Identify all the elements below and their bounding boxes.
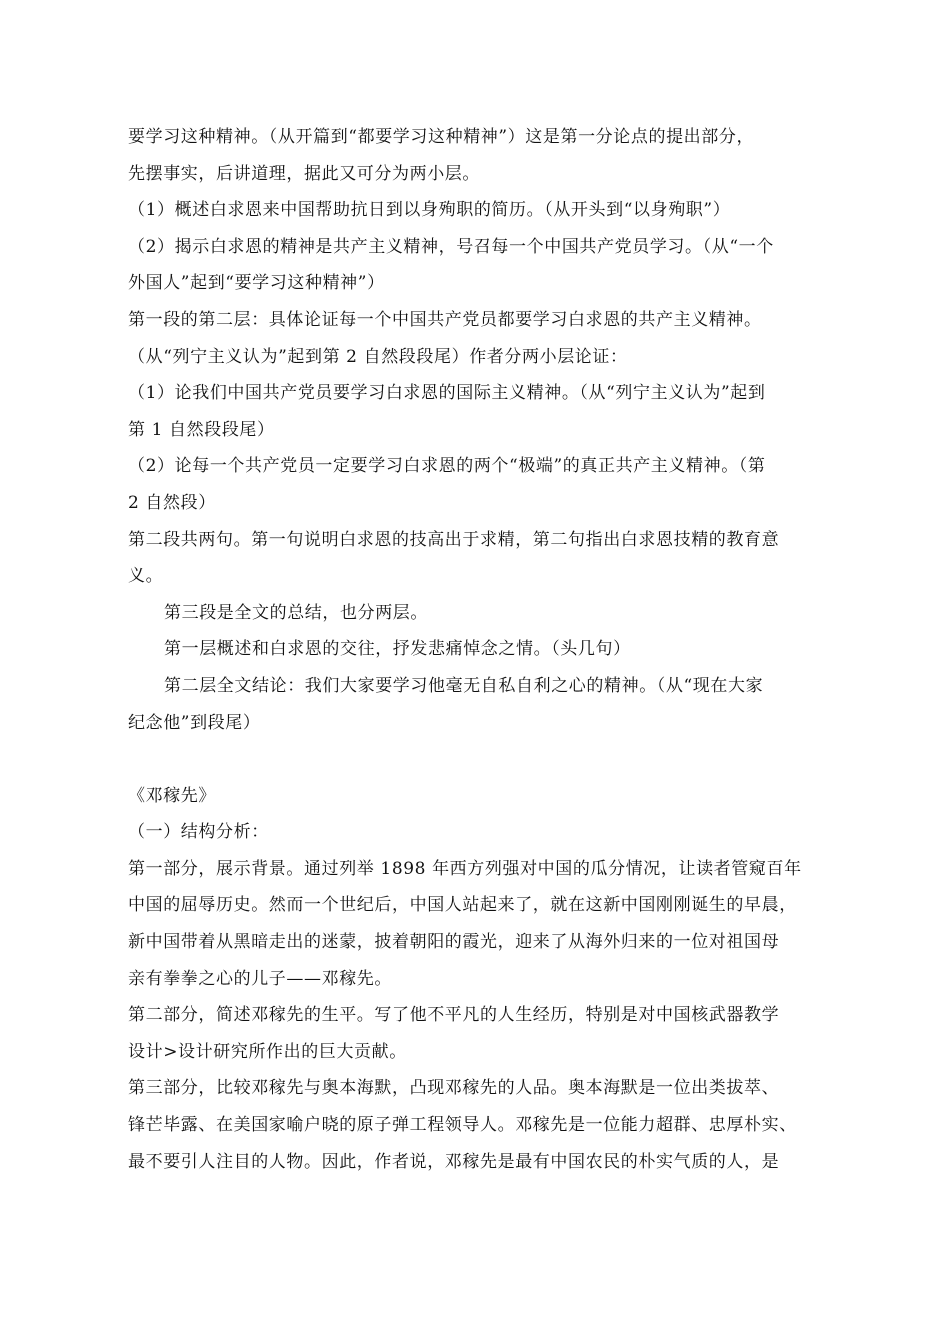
text-line: 第三段是全文的总结，也分两层。 [164, 602, 428, 623]
text-line: 外国人”起到“要学习这种精神”） [128, 273, 385, 294]
text-line: 新中国带着从黑暗走出的迷蒙，披着朝阳的霞光，迎来了从海外归来的一位对祖国母 [128, 932, 780, 953]
text-line: 第二段共两句。第一句说明白求恩的技高出于求精，第二句指出白求恩技精的教育意 [128, 529, 780, 550]
text-line: （1）概述白求恩来中国帮助抗日到以身殉职的简历。（从开头到“以身殉职”） [128, 200, 731, 221]
text-line: 先摆事实，后讲道理，据此又可分为两小层。 [128, 163, 480, 184]
text-line: （2）论每一个共产党员一定要学习白求恩的两个“极端”的真正共产主义精神。（第 [128, 456, 766, 477]
text-line: 锋芒毕露、在美国家喻户晓的原子弹工程领导人。邓稼先是一位能力超群、忠厚朴实、 [128, 1115, 797, 1136]
text-line: 第二部分，简述邓稼先的生平。写了他不平凡的人生经历，特别是对中国核武器教学 [128, 1005, 780, 1026]
text-line: 第一层概述和白求恩的交往，抒发悲痛悼念之情。（头几句） [164, 639, 631, 660]
text-line: 设计>设计研究所作出的巨大贡献。 [128, 1041, 407, 1062]
text-line: 第 1 自然段段尾） [128, 419, 275, 440]
text-line: 第二层全文结论：我们大家要学习他毫无自私自利之心的精神。（从“现在大家 [164, 675, 764, 696]
text-line: （从“列宁主义认为”起到第 2 自然段段尾）作者分两小层论证： [128, 346, 628, 367]
text-line: （2）揭示白求恩的精神是共产主义精神，号召每一个中国共产党员学习。（从“一个 [128, 236, 774, 257]
text-line: 义。 [128, 566, 164, 587]
text-line: （1）论我们中国共产党员要学习白求恩的国际主义精神。（从“列宁主义认为”起到 [128, 383, 766, 404]
text-line: 亲有拳拳之心的儿子——邓稼先。 [128, 968, 392, 989]
blank-line [128, 741, 828, 778]
text-line: 最不要引人注目的人物。因此，作者说，邓稼先是最有中国农民的朴实气质的人，是 [128, 1151, 780, 1172]
section-title: 《邓稼先》 [128, 785, 216, 806]
text-line: 第一部分，展示背景。通过列举 1898 年西方列强对中国的瓜分情况，让读者管窥百年 [128, 858, 802, 879]
text-line: 中国的屈辱历史。然而一个世纪后，中国人站起来了，就在这新中国刚刚诞生的早晨， [128, 895, 797, 916]
document-body [128, 119, 828, 1180]
text-line: 第一段的第二层：具体论证每一个中国共产党员都要学习白求恩的共产主义精神。 [128, 309, 762, 330]
text-line: 纪念他”到段尾） [128, 712, 261, 733]
text-line: 要学习这种精神。（从开篇到“都要学习这种精神”）这是第一分论点的提出部分， [128, 127, 755, 147]
text-line: 2 自然段） [128, 492, 216, 513]
text-line: （一）结构分析： [128, 822, 269, 843]
text-line: 第三部分，比较邓稼先与奥本海默，凸现邓稼先的人品。奥本海默是一位出类拔萃、 [128, 1078, 780, 1099]
